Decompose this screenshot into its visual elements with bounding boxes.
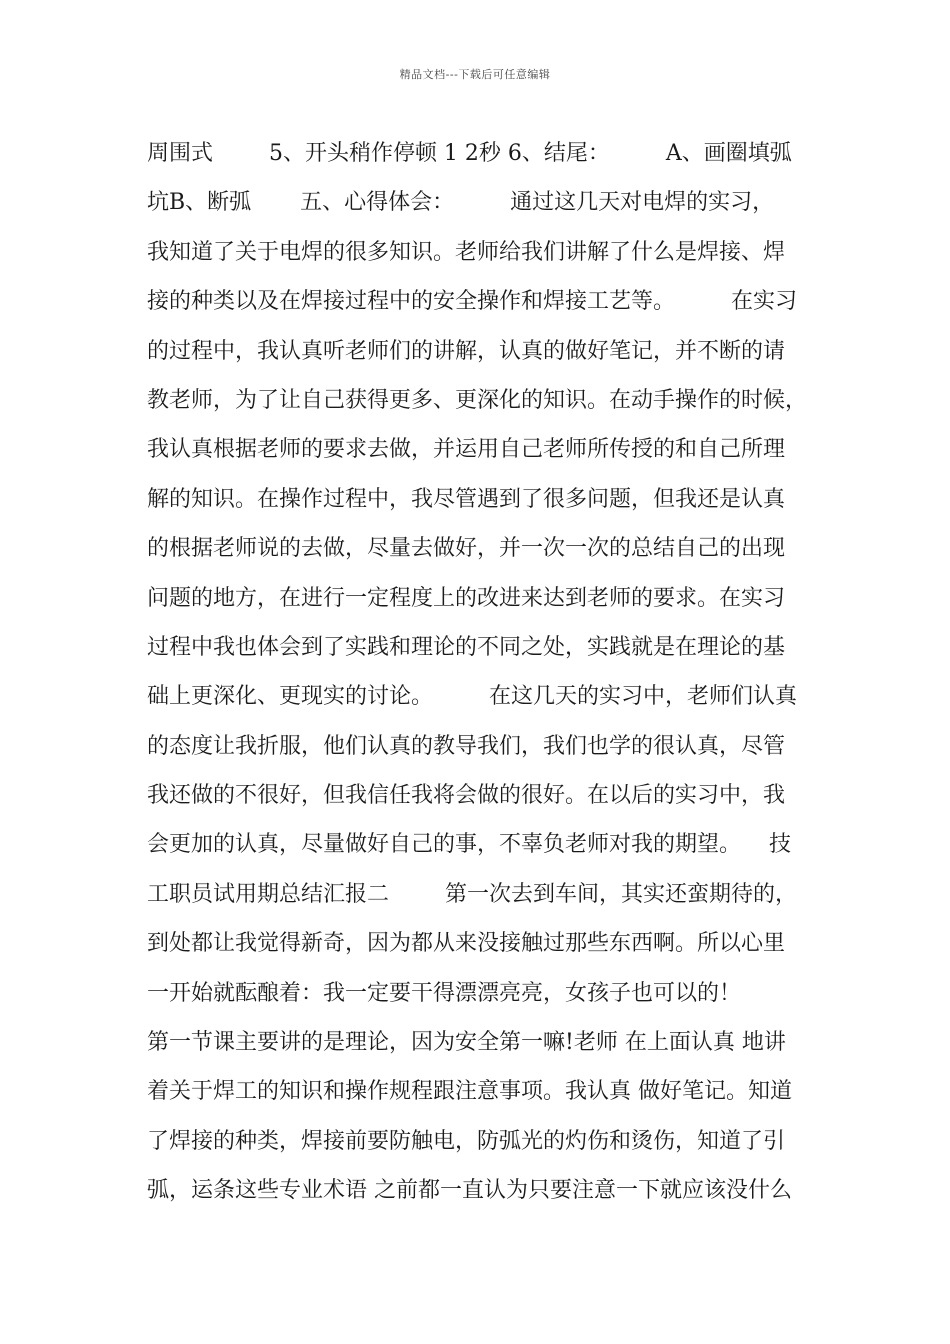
text-line: 坑B、断弧 五、心得体会： 通过这几天对电焊的实习， — [147, 190, 775, 216]
text-line: 第一节课主要讲的是理论，因为安全第一嘛!老师 在上面认真 地讲 — [147, 1030, 786, 1056]
text-line: 解的知识。在操作过程中，我尽管遇到了很多问题，但我还是认真 — [147, 486, 786, 512]
text-line: 我认真根据老师的要求去做，并运用自己老师所传授的和自己所理 — [147, 437, 786, 463]
body-text — [147, 129, 827, 1216]
page-header: 精品文档---下载后可任意编辑 — [399, 68, 551, 81]
text-line: 接的种类以及在焊接过程中的安全操作和焊接工艺等。 在实习 — [147, 289, 797, 315]
text-line: 问题的地方，在进行一定程度上的改进来达到老师的要求。在实习 — [147, 585, 786, 611]
text-line: 我还做的不很好，但我信任我将会做的很好。在以后的实习中，我 — [147, 783, 786, 809]
text-line: 我知道了关于电焊的很多知识。老师给我们讲解了什么是焊接、焊 — [147, 239, 786, 265]
text-line: 会更加的认真，尽量做好自己的事，不辜负老师对我的期望。 技 — [147, 832, 791, 858]
text-line: 的态度让我折服，他们认真的教导我们，我们也学的很认真，尽管 — [147, 733, 786, 759]
text-line: 一开始就酝酿着：我一定要干得漂漂亮亮，女孩子也可以的！ — [147, 980, 742, 1006]
text-line: 础上更深化、更现实的讨论。 在这几天的实习中，老师们认真 — [147, 684, 797, 710]
text-line: 弧，运条这些专业术语 之前都一直认为只要注意一下就应该没什么 — [147, 1178, 792, 1204]
text-line: 教老师，为了让自己获得更多、更深化的知识。在动手操作的时候， — [147, 387, 808, 413]
text-line: 的过程中，我认真听老师们的讲解，认真的做好笔记，并不断的请 — [147, 338, 786, 364]
text-line: 周围式 5、开头稍作停顿 1 2秒 6、结尾： A、画圈填弧 — [147, 141, 792, 166]
text-line: 过程中我也体会到了实践和理论的不同之处，实践就是在理论的基 — [147, 634, 786, 660]
text-line: 着关于焊工的知识和操作规程跟注意事项。我认真 做好笔记。知道 — [147, 1079, 792, 1105]
text-line: 的根据老师说的去做，尽量去做好，并一次一次的总结自己的出现 — [147, 536, 786, 562]
text-line: 了焊接的种类，焊接前要防触电，防弧光的灼伤和烫伤，知道了引 — [147, 1128, 786, 1154]
text-line: 到处都让我觉得新奇，因为都从来没接触过那些东西啊。所以心里 — [147, 931, 786, 957]
text-line: 工职员试用期总结汇报二 第一次去到车间，其实还蛮期待的， — [147, 881, 797, 907]
